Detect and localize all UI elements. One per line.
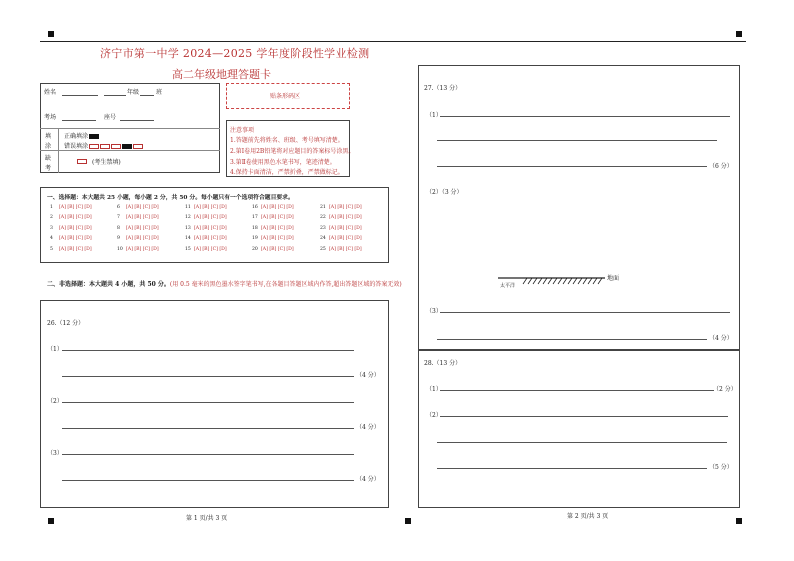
- q27-part-label: （1）: [426, 112, 442, 119]
- choice-options[interactable]: [A] [B] [C] [D]: [194, 226, 227, 231]
- question-number: 15: [185, 247, 191, 252]
- question-number: 25: [320, 247, 326, 252]
- choice-item[interactable]: [185, 205, 227, 210]
- choice-item[interactable]: [50, 236, 92, 241]
- fill-label: 填: [45, 133, 52, 140]
- notice-title: 注意事项: [230, 127, 255, 134]
- choice-options[interactable]: [A] [B] [C] [D]: [126, 236, 159, 241]
- choice-options[interactable]: [A] [B] [C] [D]: [261, 226, 294, 231]
- question-number: 7: [117, 215, 120, 220]
- q27-part-label: （2）（3 分）: [426, 189, 463, 196]
- choice-options[interactable]: [A] [B] [C] [D]: [59, 215, 92, 220]
- hatch-mark: [588, 278, 592, 284]
- choice-item[interactable]: [117, 226, 159, 231]
- name-field[interactable]: [62, 95, 98, 96]
- choice-item[interactable]: [50, 226, 92, 231]
- wrong-mark-icon: [133, 144, 143, 149]
- page-footer: 第 2 页/共 3 页: [567, 513, 609, 520]
- q26-title: 26.（12 分）: [47, 320, 85, 327]
- hatch-mark: [578, 278, 582, 284]
- q28-answer-line[interactable]: [437, 442, 727, 443]
- question-number: 1: [50, 205, 53, 210]
- question-number: 22: [320, 215, 326, 220]
- hatch-mark: [543, 278, 547, 284]
- choice-options[interactable]: [A] [B] [C] [D]: [194, 205, 227, 210]
- q27-score: （4 分）: [709, 335, 733, 342]
- grade-field[interactable]: [104, 95, 126, 96]
- choice-options[interactable]: [A] [B] [C] [D]: [329, 205, 362, 210]
- exam-subtitle: 高二年级地理答题卡: [172, 68, 271, 81]
- corner-mark: [48, 518, 54, 524]
- q26-answer-line[interactable]: [62, 480, 354, 481]
- q28-score: （2 分）: [713, 386, 737, 393]
- choice-options[interactable]: [A] [B] [C] [D]: [194, 215, 227, 220]
- corner-mark: [736, 518, 742, 524]
- absent-checkbox[interactable]: [77, 159, 87, 164]
- choice-options[interactable]: [A] [B] [C] [D]: [261, 236, 294, 241]
- choice-item[interactable]: [320, 247, 362, 252]
- choice-item[interactable]: [320, 236, 362, 241]
- absent-note: (考生禁填): [92, 159, 121, 166]
- q28-score: （5 分）: [709, 464, 733, 471]
- wrong-mark-icon: [111, 144, 121, 149]
- question-number: 23: [320, 226, 326, 231]
- hatch-mark: [558, 278, 562, 284]
- question-number: 13: [185, 226, 191, 231]
- choice-options[interactable]: [A] [B] [C] [D]: [261, 247, 294, 252]
- hatch-mark: [553, 278, 557, 284]
- q27-answer-line[interactable]: [440, 312, 730, 313]
- choice-options[interactable]: [A] [B] [C] [D]: [59, 236, 92, 241]
- q27-title: 27.（13 分）: [424, 85, 462, 92]
- ocean-label: 太平洋: [500, 283, 516, 289]
- choice-item[interactable]: [252, 215, 294, 220]
- name-label: 姓名: [44, 89, 57, 96]
- class-label: 班: [156, 89, 163, 96]
- choice-options[interactable]: [A] [B] [C] [D]: [126, 215, 159, 220]
- q26-score: （4 分）: [356, 424, 380, 431]
- q27-box: [418, 65, 740, 350]
- question-number: 12: [185, 215, 191, 220]
- q26-score: （4 分）: [356, 476, 380, 483]
- q26-box: [40, 300, 389, 508]
- wrong-fill-label: 错误填涂: [64, 143, 89, 150]
- q27-answer-line[interactable]: [437, 339, 707, 340]
- question-number: 11: [185, 205, 191, 210]
- question-number: 3: [50, 226, 53, 231]
- question-number: 24: [320, 236, 326, 241]
- fill-label: 涂: [45, 143, 52, 150]
- choice-item[interactable]: [185, 226, 227, 231]
- info-vdivider: [58, 128, 59, 173]
- choice-item[interactable]: [252, 205, 294, 210]
- choice-options[interactable]: [A] [B] [C] [D]: [59, 247, 92, 252]
- q27-answer-line[interactable]: [437, 166, 707, 167]
- question-number: 14: [185, 236, 191, 241]
- q26-answer-line[interactable]: [62, 350, 354, 351]
- question-number: 8: [117, 226, 120, 231]
- barcode-label: 贴条形码区: [270, 93, 301, 100]
- q28-part-label: （2）: [426, 412, 442, 419]
- question-number: 9: [117, 236, 120, 241]
- grade-label: 年级: [127, 89, 140, 96]
- q28-box: [418, 350, 740, 508]
- hatch-mark: [523, 278, 527, 284]
- choice-item[interactable]: [185, 215, 227, 220]
- q26-answer-line[interactable]: [62, 428, 354, 429]
- question-number: 10: [117, 247, 123, 252]
- hatch-mark: [533, 278, 537, 284]
- seat-field[interactable]: [120, 120, 154, 121]
- wrong-mark-icon: [122, 144, 132, 149]
- hatch-mark: [548, 278, 552, 284]
- section2-heading: [47, 279, 402, 288]
- choice-item[interactable]: [117, 205, 159, 210]
- question-number: 5: [50, 247, 53, 252]
- choice-item[interactable]: [185, 236, 227, 241]
- section1-heading: 一、选择题：本大题共 25 小题，每小题 2 分，共 50 分。每小题只有一个选项符合题目要求。: [47, 195, 294, 201]
- question-number: 21: [320, 205, 326, 210]
- corner-mark: [405, 518, 411, 524]
- hatch-mark: [598, 278, 602, 284]
- hatch-mark: [538, 278, 542, 284]
- hatch-mark: [573, 278, 577, 284]
- wrong-mark-icon: [89, 144, 99, 149]
- choice-item[interactable]: [50, 205, 92, 210]
- q28-answer-line[interactable]: [437, 468, 707, 469]
- q27-part-label: （3）: [426, 308, 442, 315]
- notice-line: 1.答题前先将姓名、班级、考号填写清楚。: [230, 137, 344, 144]
- hatch-mark: [563, 278, 567, 284]
- choice-options[interactable]: [A] [B] [C] [D]: [194, 247, 227, 252]
- top-rule: [40, 41, 746, 42]
- corner-mark: [48, 31, 54, 37]
- section2-title: 二、非选择题：本大题共 4 小题，共 50 分。: [47, 281, 170, 288]
- q28-title: 28.（13 分）: [424, 360, 462, 367]
- class-field[interactable]: [140, 95, 154, 96]
- q26-answer-line[interactable]: [62, 454, 354, 455]
- choice-options[interactable]: [A] [B] [C] [D]: [126, 205, 159, 210]
- seat-label: 座号: [104, 114, 117, 121]
- hatch-mark: [593, 278, 597, 284]
- hatch-mark: [568, 278, 572, 284]
- choice-options[interactable]: [A] [B] [C] [D]: [329, 215, 362, 220]
- question-number: 6: [117, 205, 120, 210]
- q26-part-label: （3）: [47, 450, 63, 457]
- choice-options[interactable]: [A] [B] [C] [D]: [59, 205, 92, 210]
- question-number: 17: [252, 215, 258, 220]
- page-footer: 第 1 页/共 3 页: [186, 515, 228, 522]
- room-field[interactable]: [62, 120, 96, 121]
- q26-part-label: （1）: [47, 346, 63, 353]
- choice-options[interactable]: [A] [B] [C] [D]: [261, 205, 294, 210]
- q27-answer-line[interactable]: [437, 140, 717, 141]
- room-label: 考场: [44, 114, 57, 121]
- choice-options[interactable]: [A] [B] [C] [D]: [126, 247, 159, 252]
- q27-score: （6 分）: [709, 163, 733, 170]
- choice-item[interactable]: [320, 205, 362, 210]
- choice-options[interactable]: [A] [B] [C] [D]: [329, 226, 362, 231]
- wrong-mark-icon: [100, 144, 110, 149]
- q26-score: （4 分）: [356, 372, 380, 379]
- wrong-fill-sample: [64, 141, 143, 150]
- question-number: 18: [252, 226, 258, 231]
- filled-mark-icon: [89, 134, 99, 139]
- choice-options[interactable]: [A] [B] [C] [D]: [59, 226, 92, 231]
- correct-fill-sample: [64, 131, 99, 140]
- hatch-mark: [583, 278, 587, 284]
- section2-note: (用 0.5 毫米的黑色墨水签字笔书写,在各题目答题区域内作答,超出答题区域的答案无效): [169, 281, 402, 288]
- q28-answer-line[interactable]: [440, 416, 728, 417]
- correct-fill-label: 正确填涂: [64, 133, 89, 140]
- choice-item[interactable]: [252, 226, 294, 231]
- q26-part-label: （2）: [47, 398, 63, 405]
- question-number: 4: [50, 236, 53, 241]
- choice-options[interactable]: [A] [B] [C] [D]: [329, 247, 362, 252]
- notice-line: 4.保持卡面清洁，严禁折叠，严禁做标记。: [230, 169, 344, 176]
- choice-item[interactable]: [117, 247, 159, 252]
- choice-item[interactable]: [320, 226, 362, 231]
- q28-part-label: （1）: [426, 386, 442, 393]
- choice-item[interactable]: [252, 236, 294, 241]
- notice-line: 2.第Ⅰ卷用2B铅笔将对应题目的答案标号涂黑。: [230, 148, 355, 155]
- choice-item[interactable]: [117, 236, 159, 241]
- choice-item[interactable]: [50, 247, 92, 252]
- q28-answer-line[interactable]: [440, 390, 714, 391]
- info-divider: [40, 150, 220, 151]
- info-divider: [40, 128, 220, 129]
- hatch-mark: [528, 278, 532, 284]
- choice-item[interactable]: [117, 215, 159, 220]
- question-number: 16: [252, 205, 258, 210]
- q27-answer-line[interactable]: [440, 116, 730, 117]
- choice-item[interactable]: [252, 247, 294, 252]
- choice-options[interactable]: [A] [B] [C] [D]: [329, 236, 362, 241]
- choice-options[interactable]: [A] [B] [C] [D]: [126, 226, 159, 231]
- choice-item[interactable]: [50, 215, 92, 220]
- question-number: 19: [252, 236, 258, 241]
- question-number: 20: [252, 247, 258, 252]
- ground-label: 地面: [607, 275, 620, 282]
- question-number: 2: [50, 215, 53, 220]
- choice-item[interactable]: [185, 247, 227, 252]
- notice-line: 3.第Ⅱ卷使用黑色水笔书写，笔迹清楚。: [230, 159, 336, 166]
- absent-label: 缺: [45, 155, 52, 162]
- corner-mark: [736, 31, 742, 37]
- q26-answer-line[interactable]: [62, 402, 354, 403]
- choice-item[interactable]: [320, 215, 362, 220]
- absent-label: 考: [45, 165, 52, 172]
- choice-options[interactable]: [A] [B] [C] [D]: [261, 215, 294, 220]
- q26-answer-line[interactable]: [62, 376, 354, 377]
- exam-title: 济宁市第一中学 2024—2025 学年度阶段性学业检测: [100, 47, 370, 60]
- choice-options[interactable]: [A] [B] [C] [D]: [194, 236, 227, 241]
